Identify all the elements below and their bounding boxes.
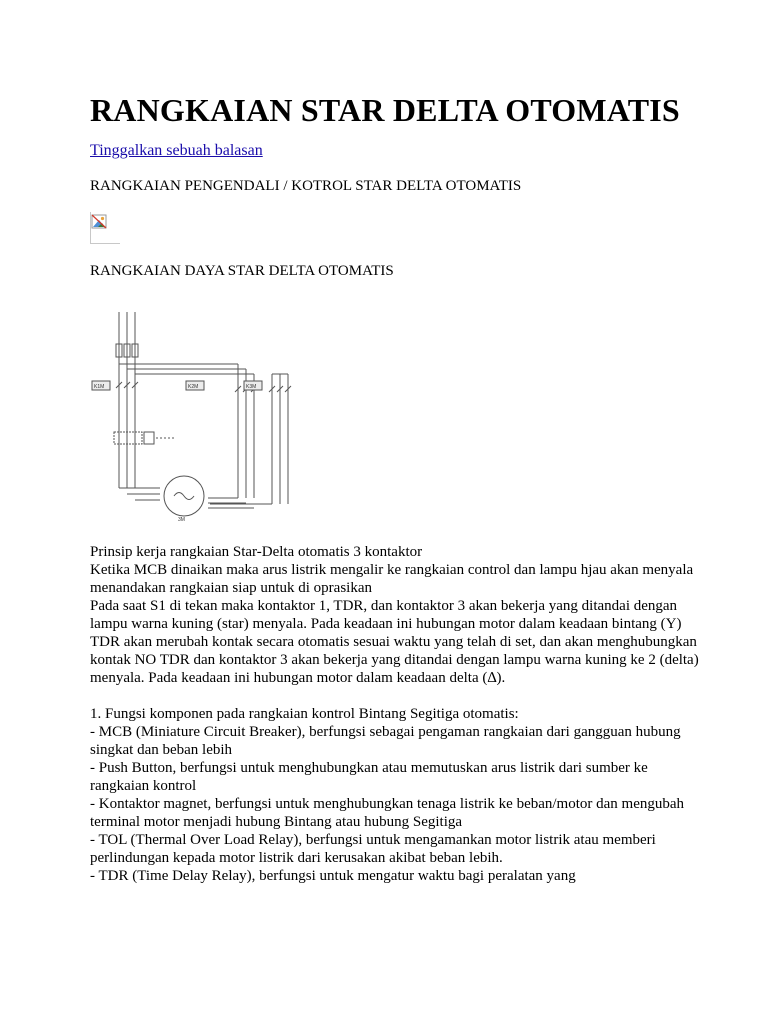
body-line: 1. Fungsi komponen pada rangkaian kontrol Bintang Segitiga otomatis:	[90, 706, 519, 722]
broken-image-icon	[90, 212, 120, 244]
k3m-label: K3M	[246, 384, 257, 390]
k2m-label: K2M	[188, 384, 199, 390]
motor-label: 3M	[178, 517, 185, 523]
body-line: - TOL (Thermal Over Load Relay), berfungsi untuk mengamankan motor listrik atau memberi perlindungan kepada motor listrik dari kerusakan akibat beban lebih.	[90, 832, 656, 866]
body-line: Ketika MCB dinaikan maka arus listrik mengalir ke rangkaian control dan lampu hjau akan menyala menandakan rangkaian siap untuk di oprasikan	[90, 562, 694, 596]
power-circuit-diagram	[90, 308, 310, 523]
k1m-label: K1M	[94, 384, 105, 390]
body-line: - TDR (Time Delay Relay), berfungsi untuk mengatur waktu bagi peralatan yang	[90, 868, 576, 884]
paragraph-gap	[90, 687, 700, 705]
body-line: - MCB (Miniature Circuit Breaker), berfungsi sebagai pengaman rangkaian dari gangguan hubung singkat dan beban lebih	[90, 724, 681, 758]
body-line: Prinsip kerja rangkaian Star-Delta otomatis 3 kontaktor	[90, 544, 423, 560]
page-title: RANGKAIAN STAR DELTA OTOMATIS	[90, 92, 680, 128]
control-circuit-heading: RANGKAIAN PENGENDALI / KOTROL STAR DELTA OTOMATIS	[90, 178, 522, 194]
leave-reply-link[interactable]: Tinggalkan sebuah balasan	[90, 142, 263, 159]
body-line: Pada saat S1 di tekan maka kontaktor 1, TDR, dan kontaktor 3 akan bekerja yang ditandai dengan lampu warna kuning (star) menyala. Pada keadaan ini hubungan motor dalam keadaan bintang (Y)	[90, 598, 682, 632]
body-line: TDR akan merubah kontak secara otomatis sesuai waktu yang telah di set, dan akan menghubungkan kontak NO TDR dan kontaktor 3 akan bekerja yang ditandai dengan lampu warna kuning ke 2 (delta) menyala. Pada keadaan ini hubungan motor dalam keadaan delta (∆).	[90, 634, 699, 686]
power-circuit-heading: RANGKAIAN DAYA STAR DELTA OTOMATIS	[90, 263, 394, 279]
article-body	[90, 543, 700, 885]
body-line: - Kontaktor magnet, berfungsi untuk menghubungkan tenaga listrik ke beban/motor dan mengubah terminal motor menjadi hubung Bintang atau hubung Segitiga	[90, 796, 685, 830]
body-line: - Push Button, berfungsi untuk menghubungkan atau memutuskan arus listrik dari sumber ke rangkaian kontrol	[90, 760, 648, 794]
